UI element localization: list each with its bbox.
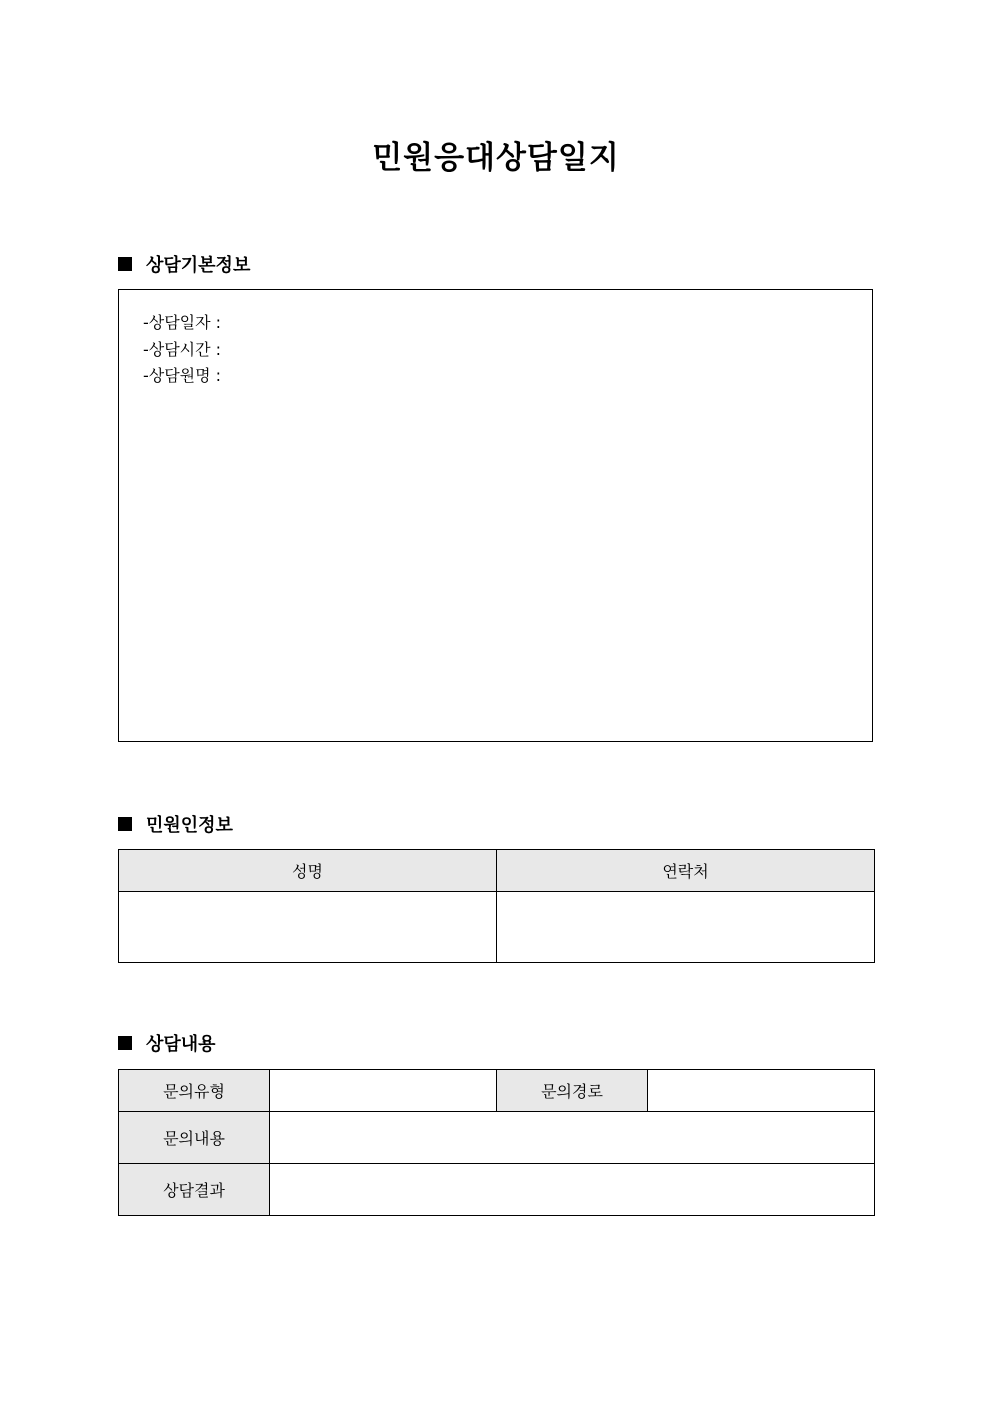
inquiry-type-value[interactable] [270,1070,497,1112]
section-heading-complainant [118,812,233,836]
contact-header-cell: 연락처 [497,850,875,892]
square-bullet-icon [118,257,132,271]
basic-info-fields [143,310,221,390]
section-heading-label: 상담내용 [146,1034,216,1055]
inquiry-channel-label: 문의경로 [497,1070,648,1112]
inquiry-content-label: 문의내용 [119,1112,270,1164]
square-bullet-icon [118,817,132,831]
section-heading-consultation [118,1031,216,1055]
basic-info-box[interactable] [118,289,873,742]
consult-time-field: -상담시간 : [143,339,222,359]
consult-result-value[interactable] [270,1164,875,1216]
table-row [119,1164,875,1216]
name-header-cell: 성명 [119,850,497,892]
table-row [119,1112,875,1164]
inquiry-content-value[interactable] [270,1112,875,1164]
name-value-cell[interactable] [119,892,497,963]
consultation-table [118,1069,875,1216]
inquiry-channel-value[interactable] [648,1070,875,1112]
contact-value-cell[interactable] [497,892,875,963]
consultant-name-field: -상담원명 : [143,366,222,385]
consult-date-field: -상담일자 : [143,313,222,332]
square-bullet-icon [118,1036,132,1050]
page-title: 민원응대상담일지 [372,140,620,176]
section-heading-label: 상담기본정보 [146,255,251,276]
inquiry-type-label: 문의유형 [119,1070,270,1112]
table-header-row [119,850,875,892]
consult-result-label: 상담결과 [119,1164,270,1216]
section-heading-label: 민원인정보 [146,815,233,836]
table-row [119,1070,875,1112]
complainant-table [118,849,875,963]
table-row [119,892,875,963]
section-heading-basic-info [118,252,250,276]
